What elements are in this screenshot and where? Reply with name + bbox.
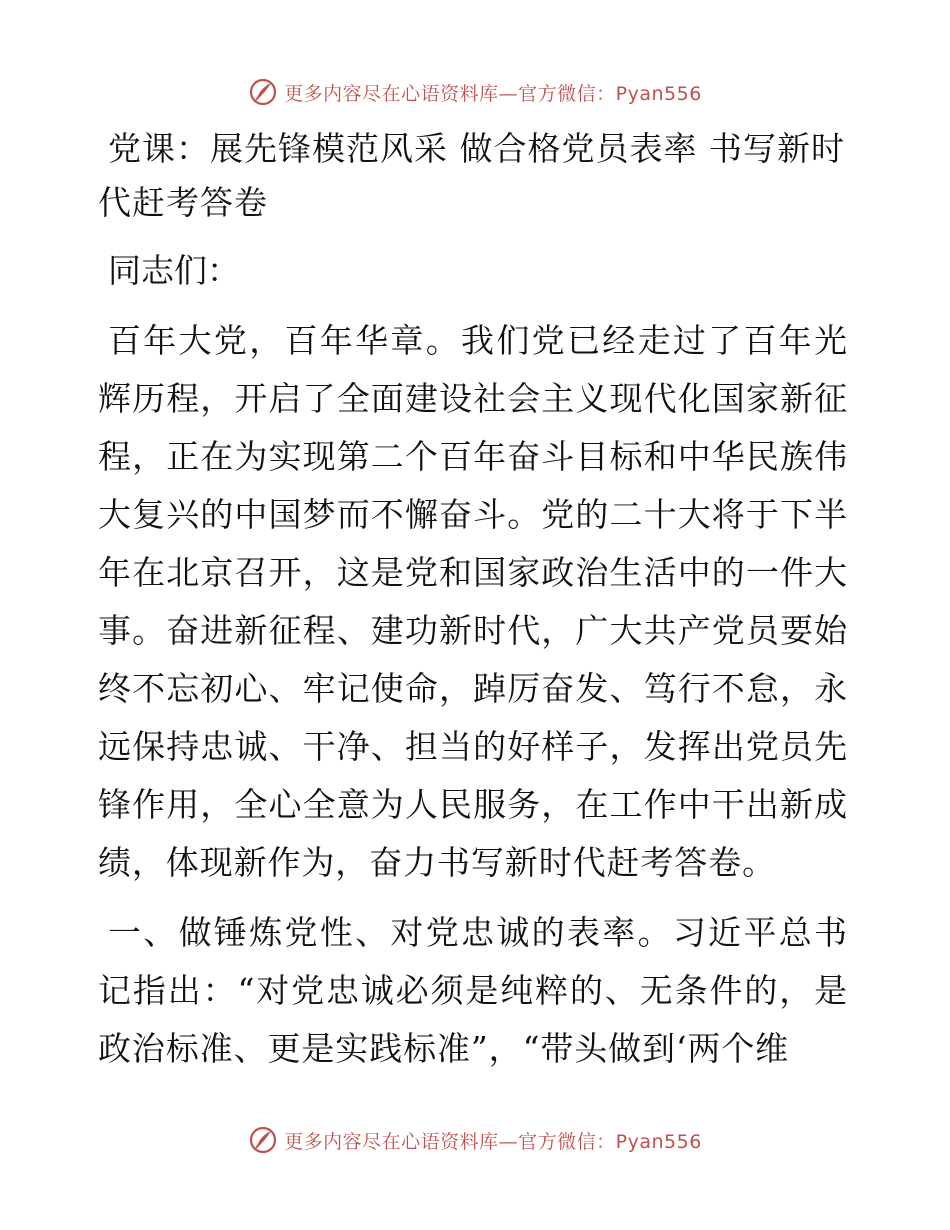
quill-logo-icon (248, 1125, 278, 1155)
quill-logo-icon (248, 77, 278, 107)
watermark-text: 更多内容尽在心语资料库—官方微信：Pyan556 (284, 82, 702, 105)
header-watermark (0, 72, 950, 112)
wechat-id: Pyan556 (615, 82, 702, 105)
greeting: 同志们： (108, 251, 240, 290)
paragraph: 百年大党，百年华章。我们党已经走过了百年光辉历程，开启了全面建设社会主义现代化国家新征程，正在为实现第二个百年奋斗目标和中华民族伟大复兴的中国梦而不懈奋斗。党的二十大将于下半年在北京召开，这是党和国家政治生活中的一件大事。奋进新征程、建功新时代，广大共产党员要始终不忘初心、牢记使命，踔厉奋发、笃行不怠，永远保持忠诚、干净、担当的好样子，发挥出党员先锋作用，全心全意为人民服务，在工作中干出新成绩，体现新作为，奋力书写新时代赶考答卷。 (98, 321, 848, 882)
paragraph: 一、做锤炼党性、对党忠诚的表率。习近平总书记指出：“对党忠诚必须是纯粹的、无条件的，是政治标准、更是实践标准”，“带头做到‘两个维 (98, 913, 848, 1068)
watermark-text: 更多内容尽在心语资料库—官方微信：Pyan556 (284, 1130, 702, 1153)
page-title: 党课：展先锋模范风采 做合格党员表率 书写新时代赶考答卷 (98, 129, 845, 222)
wechat-id: Pyan556 (615, 1130, 702, 1153)
footer-watermark (0, 1120, 950, 1160)
document-body (98, 122, 848, 1090)
